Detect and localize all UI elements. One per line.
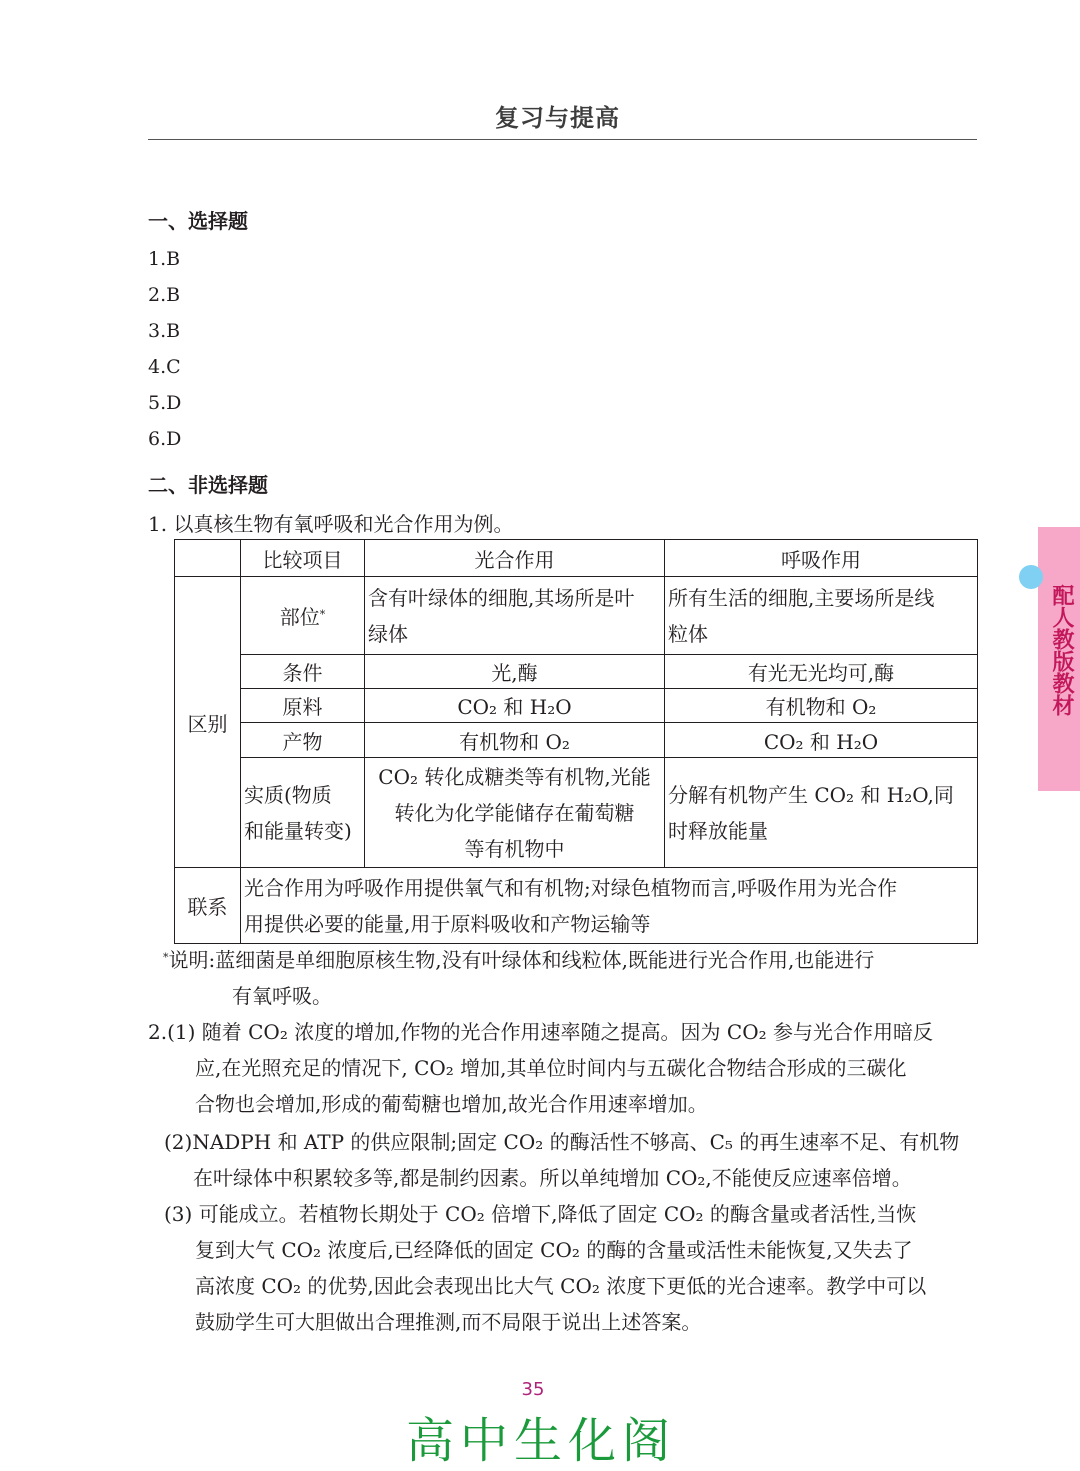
product-photosynthesis: 有机物和 O₂	[365, 723, 665, 758]
header-respiration: 呼吸作用	[665, 540, 978, 577]
header-item: 比较项目	[241, 540, 365, 577]
answer-item: 6.D	[148, 428, 182, 450]
row-label-essence	[241, 758, 365, 868]
q2-part1-line: 2.(1) 随着 CO₂ 浓度的增加,作物的光合作用速率随之提高。因为 CO₂ 参与光合作用暗反	[148, 1020, 933, 1044]
cell-line: 转化为化学能储存在葡萄糖	[394, 800, 635, 825]
row-label-condition: 条件	[241, 655, 365, 689]
section-heading-free-response: 二、非选择题	[148, 473, 268, 497]
cell-line: 分解有机物产生 CO₂ 和 H₂O,同	[668, 782, 954, 807]
cell-line: 光合作用为呼吸作用提供氧气和有机物;对绿色植物而言,呼吸作用为光合作	[244, 875, 898, 900]
cell-line: 等有机物中	[464, 836, 565, 861]
q2-part3-line: 鼓励学生可大胆做出合理推测,而不局限于说出上述答案。	[195, 1310, 702, 1334]
answer-item: 1.B	[148, 248, 181, 270]
q2-part2-line: (2)NADPH 和 ATP 的供应限制;固定 CO₂ 的酶活性不够高、C₅ 的再生速率不足、有机物	[164, 1130, 960, 1154]
table-row	[175, 758, 978, 868]
row-label-link: 联系	[175, 868, 241, 944]
q2-part3-line: 高浓度 CO₂ 的优势,因此会表现出比大气 CO₂ 浓度下更低的光合速率。教学中可以	[195, 1274, 927, 1298]
table-header-row	[175, 540, 978, 577]
q2-part1-line: 合物也会增加,形成的葡萄糖也增加,故光合作用速率增加。	[195, 1092, 708, 1116]
cell-line: 用提供必要的能量,用于原料吸收和产物运输等	[244, 911, 651, 936]
note-line: 说明:蓝细菌是单细胞原核生物,没有叶绿体和线粒体,既能进行光合作用,也能进行	[168, 948, 875, 972]
table-row	[175, 868, 978, 944]
table-note	[163, 942, 874, 978]
q2-part3-line: 复到大气 CO₂ 浓度后,已经降低的固定 CO₂ 的酶的含量或活性未能恢复,又失去了	[195, 1238, 913, 1262]
page-number: 35	[521, 1379, 545, 1400]
condition-respiration: 有光无光均可,酶	[665, 655, 978, 689]
cell-line: 实质(物质	[244, 782, 332, 807]
answer-item: 4.C	[148, 356, 181, 378]
q2-part2-line: 在叶绿体中积累较多等,都是制约因素。所以单纯增加 CO₂,不能使反应速率倍增。	[193, 1166, 912, 1190]
comparison-table	[174, 539, 978, 944]
q2-part3-line: (3) 可能成立。若植物长期处于 CO₂ 倍增下,降低了固定 CO₂ 的酶含量或者活性,当恢	[164, 1202, 917, 1226]
side-tab-dot-icon	[1019, 565, 1043, 589]
group-label-difference: 区别	[175, 577, 241, 868]
material-photosynthesis: CO₂ 和 H₂O	[365, 689, 665, 723]
table-row	[175, 577, 978, 655]
header-photosynthesis: 光合作用	[365, 540, 665, 577]
location-respiration	[665, 577, 978, 655]
q2-part1-line: 应,在光照充足的情况下, CO₂ 增加,其单位时间内与五碳化合物结合形成的三碳化	[195, 1056, 907, 1080]
table-corner-cell	[175, 540, 241, 577]
footnote-mark: *	[319, 608, 326, 621]
page-title: 复习与提高	[495, 104, 620, 132]
row-label-text: 部位	[279, 605, 320, 629]
row-label-material: 原料	[241, 689, 365, 723]
cell-line: 和能量转变)	[244, 818, 352, 843]
answer-item: 3.B	[148, 320, 181, 342]
answer-item: 5.D	[148, 392, 182, 414]
table-row	[175, 723, 978, 758]
watermark: 高中生化阁	[405, 1413, 676, 1469]
essence-respiration	[665, 758, 978, 868]
row-label-location	[241, 577, 365, 655]
table-row	[175, 689, 978, 723]
section-heading-multiple-choice: 一、选择题	[148, 209, 248, 233]
cell-line: 时释放能量	[668, 818, 768, 843]
side-tab-label: 配人教版教材	[1049, 584, 1074, 716]
material-respiration: 有机物和 O₂	[665, 689, 978, 723]
link-text	[241, 868, 978, 944]
cell-line: 绿体	[368, 621, 408, 646]
question-1-intro: 1. 以真核生物有氧呼吸和光合作用为例。	[148, 512, 514, 536]
cell-line: CO₂ 转化成糖类等有机物,光能	[378, 764, 651, 789]
row-label-product: 产物	[241, 723, 365, 758]
title-divider	[148, 139, 977, 140]
product-respiration: CO₂ 和 H₂O	[665, 723, 978, 758]
table-row	[175, 655, 978, 689]
essence-photosynthesis	[365, 758, 665, 868]
cell-line: 含有叶绿体的细胞,其场所是叶	[368, 585, 635, 610]
cell-line: 所有生活的细胞,主要场所是线	[668, 585, 935, 610]
answer-item: 2.B	[148, 284, 181, 306]
footnote-mark: *	[163, 951, 169, 964]
condition-photosynthesis: 光,酶	[365, 655, 665, 689]
table-note-continued: 有氧呼吸。	[232, 984, 332, 1008]
location-photosynthesis	[365, 577, 665, 655]
cell-line: 粒体	[668, 621, 708, 646]
